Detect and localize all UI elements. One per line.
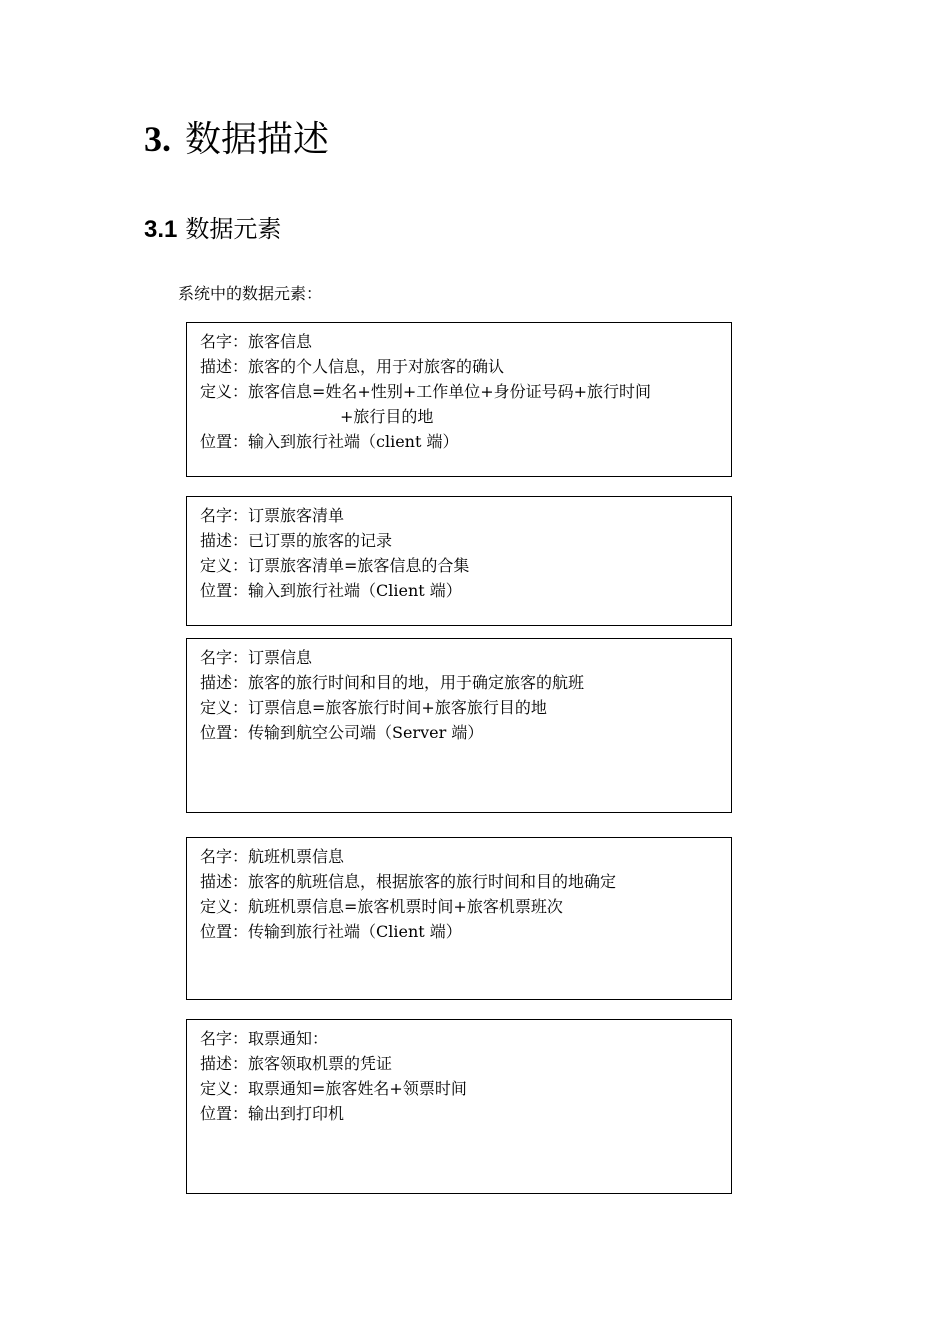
element-definition-continued: +旅行目的地	[340, 407, 434, 426]
element-definition: 定义：旅客信息=姓名+性别+工作单位+身份证号码+旅行时间	[200, 382, 652, 401]
section-title: 数据描述	[185, 119, 330, 160]
element-description: 描述：旅客的航班信息，根据旅客的旅行时间和目的地确定	[200, 872, 617, 891]
element-definition: 定义：订票旅客清单=旅客信息的合集	[200, 556, 470, 575]
data-element-box	[186, 638, 732, 813]
section-number: 3.	[144, 119, 171, 159]
element-location: 位置：输入到旅行社端（client 端）	[200, 432, 459, 451]
element-name: 名字：取票通知：	[200, 1029, 329, 1048]
element-name: 名字：订票旅客清单	[200, 506, 345, 525]
subsection-number: 3.1	[144, 216, 178, 243]
intro-text: 系统中的数据元素：	[178, 284, 323, 303]
element-name: 名字：航班机票信息	[200, 847, 345, 866]
data-element-box	[186, 322, 732, 477]
element-description: 描述：旅客的个人信息，用于对旅客的确认	[200, 357, 505, 376]
element-location: 位置：传输到旅行社端（Client 端）	[200, 922, 462, 941]
element-definition: 定义：航班机票信息=旅客机票时间+旅客机票班次	[200, 897, 563, 916]
data-element-box	[186, 837, 732, 1000]
element-definition: 定义：取票通知=旅客姓名+领票时间	[200, 1079, 467, 1098]
element-name: 名字：订票信息	[200, 648, 313, 667]
subsection-title: 数据元素	[185, 215, 282, 243]
element-name: 名字：旅客信息	[200, 332, 313, 351]
element-location: 位置：输出到打印机	[200, 1104, 345, 1123]
section-heading	[144, 114, 329, 165]
element-description: 描述：旅客的旅行时间和目的地，用于确定旅客的航班	[200, 673, 585, 692]
data-element-box	[186, 496, 732, 626]
subsection-heading	[144, 211, 281, 248]
data-element-box	[186, 1019, 732, 1194]
element-location: 位置：传输到航空公司端（Server 端）	[200, 723, 484, 742]
element-description: 描述：已订票的旅客的记录	[200, 531, 393, 550]
element-definition: 定义：订票信息=旅客旅行时间+旅客旅行目的地	[200, 698, 547, 717]
element-description: 描述：旅客领取机票的凭证	[200, 1054, 393, 1073]
element-location: 位置：输入到旅行社端（Client 端）	[200, 581, 462, 600]
